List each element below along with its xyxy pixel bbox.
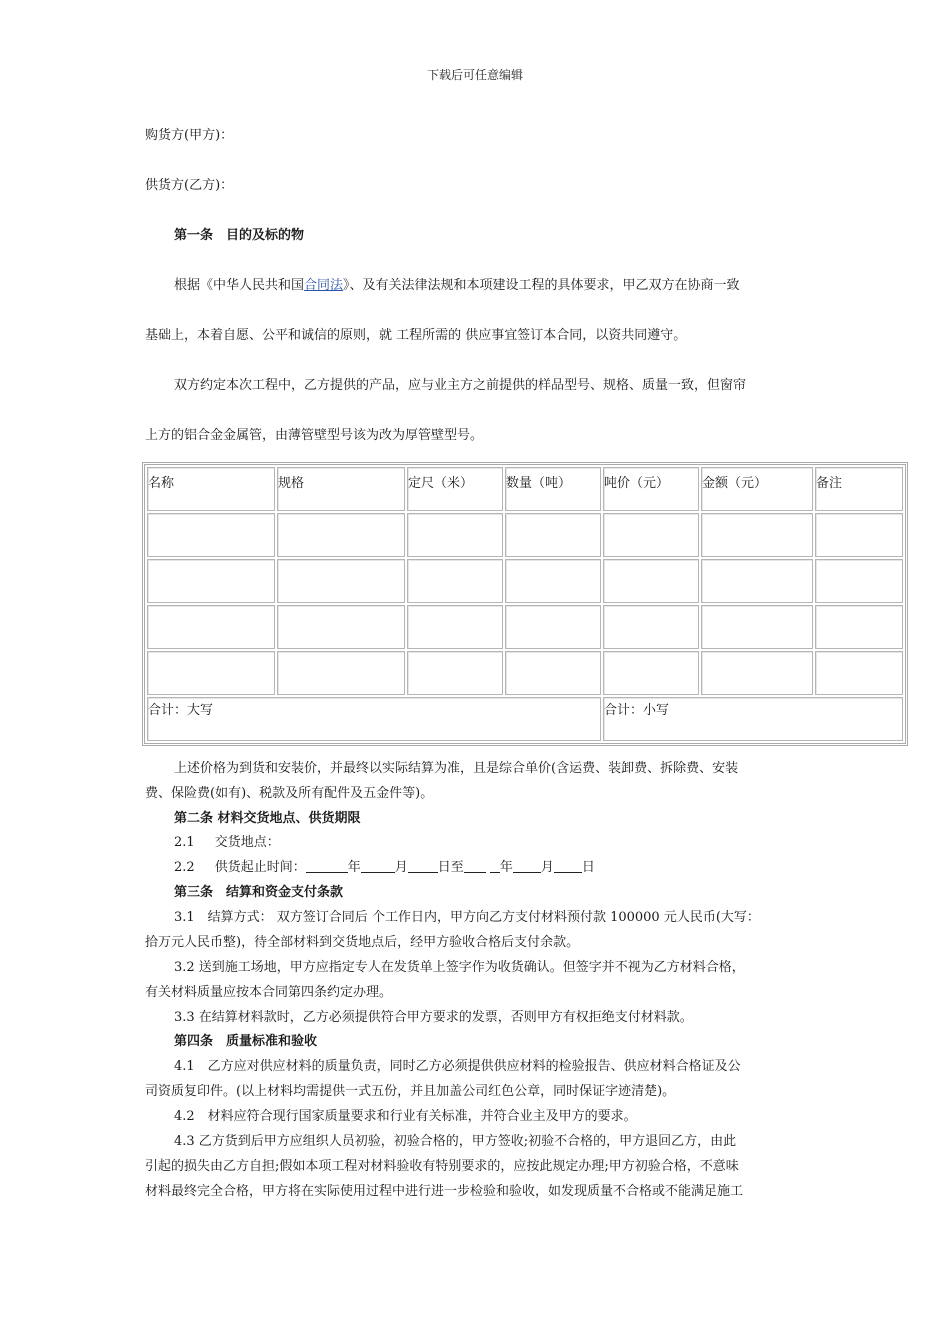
- table-header-cell: 吨价（元）: [603, 467, 699, 511]
- table-total-row: [147, 697, 903, 741]
- start-year-blank[interactable]: [306, 859, 348, 873]
- clause-4-1-line1: 4.1 乙方应对供应材料的质量负责，同时乙方必须提供供应材料的检验报告、供应材料合格证及公: [174, 1059, 741, 1074]
- article1-para2-line2: 上方的铝合金金属管，由薄管壁型号该为改为厚管壁型号。: [145, 428, 484, 443]
- table-row: [147, 559, 903, 603]
- start-month-blank[interactable]: [361, 859, 395, 873]
- table-header-row: [147, 467, 903, 511]
- table-cell[interactable]: [815, 559, 903, 603]
- table-cell[interactable]: [701, 605, 813, 649]
- total-lower-label: 合计：小写: [604, 703, 670, 718]
- end-month-blank[interactable]: [513, 859, 541, 873]
- table-cell[interactable]: [407, 559, 503, 603]
- end-year-blank[interactable]: [464, 859, 486, 873]
- table-header-cell: 备注: [815, 467, 903, 511]
- article1-para1-before: 根据《中华人民共和国: [174, 278, 305, 293]
- table-cell[interactable]: [277, 605, 405, 649]
- contract-law-link[interactable]: 合同法: [304, 278, 344, 293]
- clause-4-3-line2: 引起的损失由乙方自担;假如本项工程对材料验收有特别要求的，应按此规定办理;甲方初验合格，不意味: [145, 1159, 739, 1174]
- table-row: [147, 513, 903, 557]
- month-label: 月: [540, 860, 554, 875]
- article4-title: 第四条 质量标准和验收: [174, 1034, 318, 1049]
- year-label: 年: [347, 860, 361, 875]
- table-cell[interactable]: [505, 513, 601, 557]
- clause-3-2-line2: 有关材料质量应按本合同第四条约定办理。: [145, 985, 393, 1000]
- table-cell[interactable]: [701, 651, 813, 695]
- page-header: 下载后可任意编辑: [426, 68, 523, 82]
- table-header-cell: 定尺（米）: [407, 467, 503, 511]
- table-header-cell: 名称: [147, 467, 275, 511]
- clause-3-2-line1: 3.2 送到施工场地，甲方应指定专人在发货单上签字作为收货确认。但签字并不视为乙方材料合格，: [174, 960, 745, 975]
- table-cell[interactable]: [505, 651, 601, 695]
- table-cell[interactable]: [603, 513, 699, 557]
- end-day-blank[interactable]: [554, 859, 582, 873]
- table-header-cell: 数量（吨）: [505, 467, 601, 511]
- clause-3-1-line2: 拾万元人民币整)，待全部材料到交货地点后，经甲方验收合格后支付余款。: [145, 935, 580, 950]
- table-cell[interactable]: [815, 605, 903, 649]
- table-cell[interactable]: [505, 605, 601, 649]
- table-cell[interactable]: [701, 559, 813, 603]
- table-cell[interactable]: [407, 513, 503, 557]
- table-header-cell: 规格: [277, 467, 405, 511]
- article2-title: 第二条 材料交货地点、供货期限: [174, 811, 361, 826]
- article3-title: 第三条 结算和资金支付条款: [174, 885, 344, 900]
- table-cell[interactable]: [277, 559, 405, 603]
- month-label: 月: [394, 860, 408, 875]
- clause-2-2: [174, 859, 595, 877]
- buyer-label: 购货方(甲方)：: [145, 128, 234, 143]
- table-cell[interactable]: [407, 605, 503, 649]
- total-lower-cell[interactable]: [603, 697, 903, 741]
- table-header-cell: 金额（元）: [701, 467, 813, 511]
- clause-2-2-number: 2.2: [174, 860, 195, 875]
- table-cell[interactable]: [815, 513, 903, 557]
- article1-para1-line1: [174, 277, 740, 295]
- clause-2-2-text: 供货起止时间：: [214, 860, 306, 875]
- price-note-line2: 费、保险费(如有)、税款及所有配件及五金件等)。: [145, 786, 434, 801]
- clause-2-1-text: 交货地点：: [214, 835, 280, 850]
- table-cell[interactable]: [147, 651, 275, 695]
- table-cell[interactable]: [505, 559, 601, 603]
- table-cell[interactable]: [277, 513, 405, 557]
- table-cell[interactable]: [815, 651, 903, 695]
- clause-2-1: [174, 834, 280, 852]
- year-label: 年: [499, 860, 513, 875]
- article1-para1-line2: 基础上，本着自愿、公平和诚信的原则，就 工程所需的 供应事宜签订本合同，以资共同遵守。: [145, 328, 687, 343]
- table-cell[interactable]: [603, 651, 699, 695]
- end-year-blank-2[interactable]: [490, 859, 500, 873]
- day-label: 日: [581, 860, 595, 875]
- table-cell[interactable]: [277, 651, 405, 695]
- table-row: [147, 651, 903, 695]
- clause-4-2: 4.2 材料应符合现行国家质量要求和行业有关标准，并符合业主及甲方的要求。: [174, 1109, 637, 1124]
- total-upper-label: 合计：大写: [148, 703, 214, 718]
- supplier-label: 供货方(乙方)：: [145, 178, 234, 193]
- materials-table: [142, 462, 908, 746]
- clause-3-3: 3.3 在结算材料款时，乙方必须提供符合甲方要求的发票，否则甲方有权拒绝支付材料款。: [174, 1010, 693, 1025]
- table-cell[interactable]: [147, 559, 275, 603]
- day-to-label: 日至: [437, 860, 464, 875]
- table-cell[interactable]: [407, 651, 503, 695]
- table-cell[interactable]: [147, 605, 275, 649]
- start-day-blank[interactable]: [408, 859, 438, 873]
- total-upper-cell[interactable]: [147, 697, 601, 741]
- clause-4-3-line1: 4.3 乙方货到后甲方应组织人员初验，初验合格的，甲方签收;初验不合格的，甲方退回乙方，由此: [174, 1134, 737, 1149]
- article1-para2-line1: 双方约定本次工程中，乙方提供的产品，应与业主方之前提供的样品型号、规格、质量一致，但窗帘: [174, 378, 747, 393]
- price-note-line1: 上述价格为到货和安装价，并最终以实际结算为准，且是综合单价(含运费、装卸费、拆除费、安装: [174, 761, 739, 776]
- clause-4-1-line2: 司资质复印件。(以上材料均需提供一式五份，并且加盖公司红色公章，同时保证字迹清楚)。: [145, 1084, 676, 1099]
- clause-2-1-number: 2.1: [174, 835, 195, 850]
- table-cell[interactable]: [701, 513, 813, 557]
- table-cell[interactable]: [603, 559, 699, 603]
- article1-para1-after: 》、及有关法律法规和本项建设工程的具体要求，甲乙双方在协商一致: [343, 278, 740, 293]
- table-cell[interactable]: [603, 605, 699, 649]
- table-cell[interactable]: [147, 513, 275, 557]
- table-row: [147, 605, 903, 649]
- clause-4-3-line3: 材料最终完全合格，甲方将在实际使用过程中进行进一步检验和验收，如发现质量不合格或不能满足施工: [145, 1184, 744, 1199]
- clause-3-1-line1: 3.1 结算方式： 双方签订合同后 个工作日内，甲方向乙方支付材料预付款 100000 元人民币(大写：: [174, 910, 760, 925]
- article1-title: 第一条 目的及标的物: [174, 228, 305, 243]
